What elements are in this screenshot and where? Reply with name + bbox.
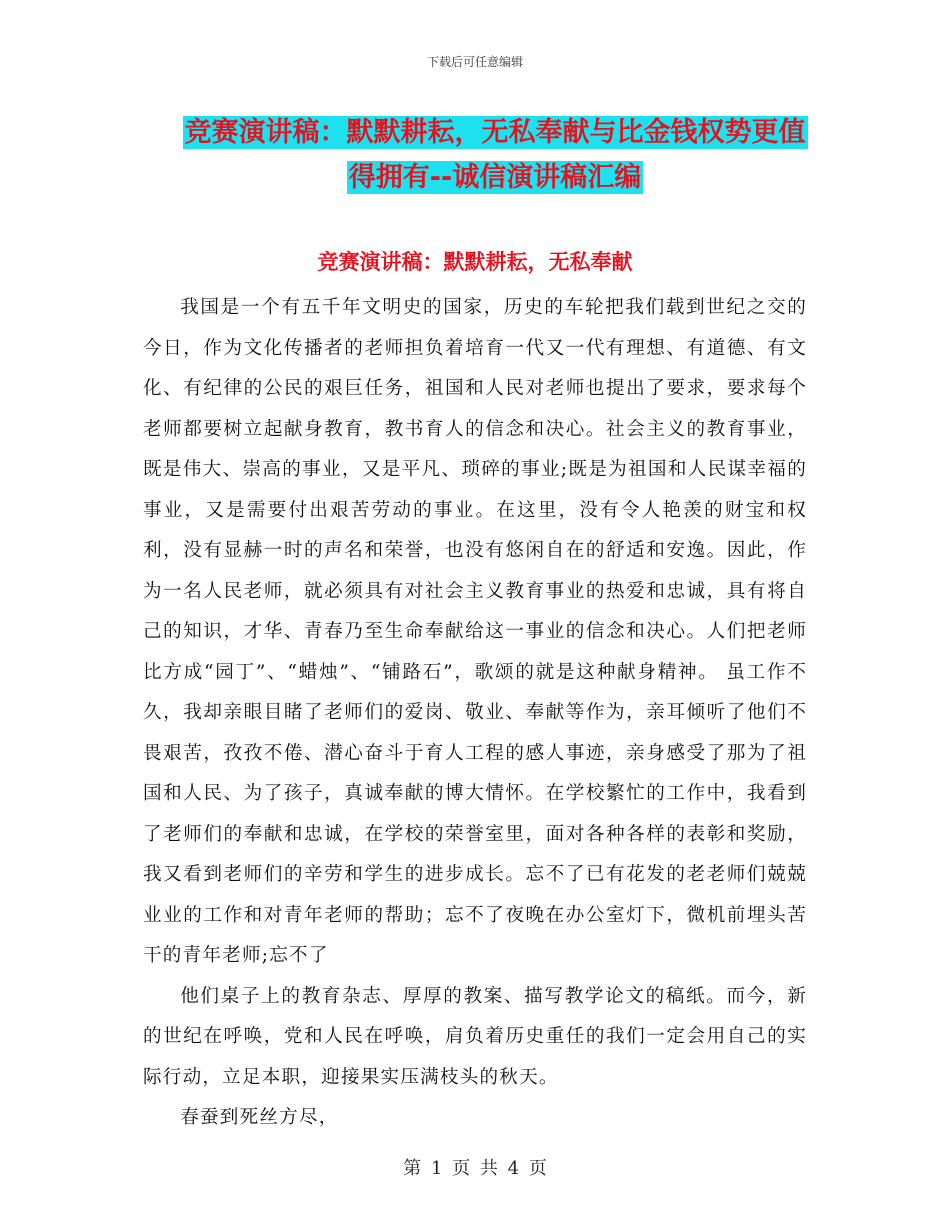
paragraph: 春蚕到死丝方尽， — [180, 1107, 339, 1128]
paragraph: 我国是一个有五千年文明史的国家，历史的车轮把我们载到世纪之交的今日，作为文化传播者的老师担负着培育一代又一代有理想、有道德、有文化、有纪律的公民的艰巨任务，祖国和人民对老师也提出了要求，要求每个老师都要树立起献身教育，教书育人的信念和决心。社会主义的教育事业，既是伟大、崇高的事业，又是平凡、琐碎的事业;既是为祖国和人民谋幸福的事业，又是需要付出艰苦劳动的事业。在这里，没有令人艳羡的财宝和权利，没有显赫一时的声名和荣誉，也没有悠闲自在的舒适和安逸。因此，作为一名人民老师，就必须具有对社会主义教育事业的热爱和忠诚，具有将自己的知识，才华、青春乃至生命奉献给这一事业的信念和决心。人们把老师比方成“园丁”、“蜡烛”、“铺路石”，歌颂的就是这种献身精神。 虽工作不久，我却亲眼目睹了老师们的爱岗、敬业、奉献等作为，亲耳倾听了他们不畏艰苦，孜孜不倦、潜心奋斗于育人工程的感人事迹，亲身感受了那为了祖国和人民、为了孩子，真诚奉献的博大情怀。在学校繁忙的工作中，我看到了老师们的奉献和忠诚，在学校的荣誉室里，面对各种各样的表彰和奖励，我又看到老师们的辛劳和学生的进步成长。忘不了已有花发的老老师们兢兢业业的工作和对青年老师的帮助；忘不了夜晚在办公室灯下，微机前埋头苦干的青年老师;忘不了 — [143, 297, 807, 966]
body-text — [143, 288, 807, 1139]
page-number-footer: 第 1 页 共 4 页 — [403, 1158, 547, 1179]
document-title-line-1: 竞赛演讲稿：默默耕耘，无私奉献与比金钱权势更值 — [184, 117, 806, 148]
section-title: 竞赛演讲稿：默默耕耘，无私奉献 — [317, 250, 633, 274]
paragraph: 他们桌子上的教育杂志、厚厚的教案、描写教学论文的稿纸。而今，新的世纪在呼唤，党和人民在呼唤，肩负着历史重任的我们一定会用自己的实际行动，立足本职，迎接果实压满枝头的秋天。 — [143, 985, 807, 1088]
document-title — [120, 110, 870, 200]
header-note: 下载后可任意编辑 — [426, 55, 523, 69]
document-title-line-2: 得拥有--诚信演讲稿汇编 — [348, 162, 642, 193]
